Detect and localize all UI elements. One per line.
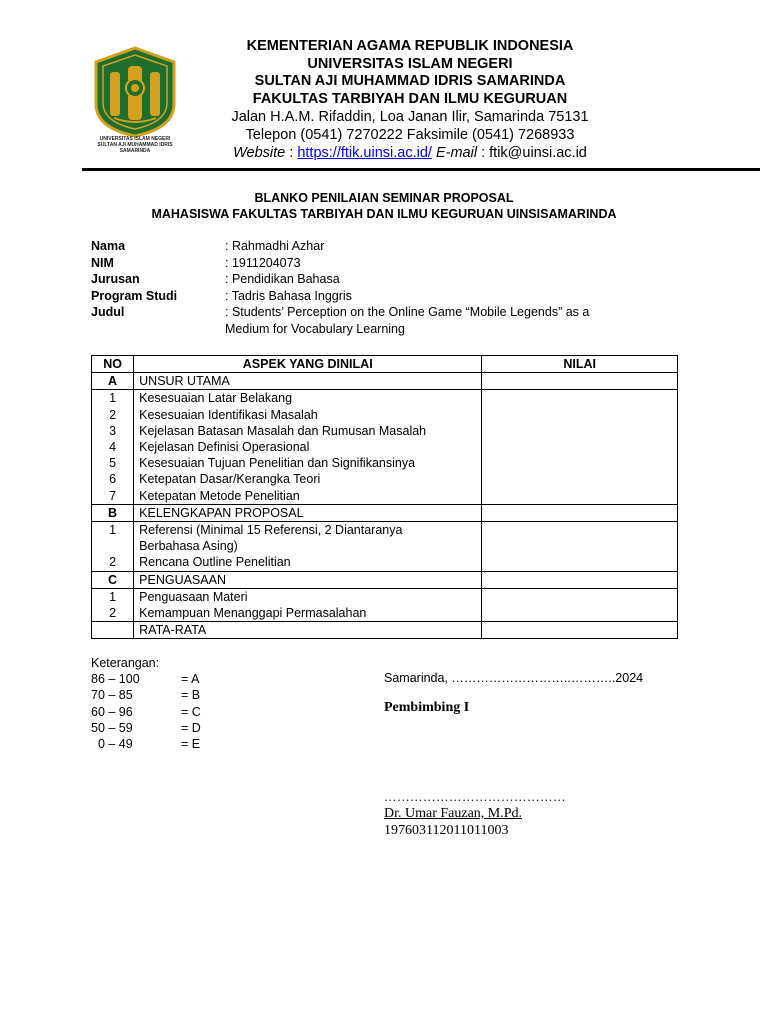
- list-item: Kesesuaian Identifikasi Masalah: [139, 407, 318, 422]
- col-nilai: NILAI: [482, 356, 678, 373]
- faculty-name: FAKULTAS TARBIYAH DAN ILMU KEGURUAN: [252, 90, 568, 107]
- judul-label: Judul: [91, 305, 125, 319]
- prodi-value: : Tadris Bahasa Inggris: [225, 288, 352, 303]
- list-item: Referensi (Minimal 15 Referensi, 2 Diantaranya: [139, 523, 403, 538]
- legend-row: 50 – 59 = D: [91, 720, 201, 735]
- legend-row: 86 – 100 = A: [91, 672, 200, 687]
- nim-value: : 1911204073: [225, 255, 301, 270]
- average-score-cell[interactable]: [482, 622, 678, 639]
- list-item: Kejelasan Batasan Masalah dan Rumusan Masalah: [139, 423, 427, 438]
- table-header-row: [92, 356, 678, 373]
- average-label: RATA-RATA: [134, 622, 482, 639]
- list-item: Ketepatan Dasar/Kerangka Teori: [139, 472, 321, 487]
- list-item: Penguasaan Materi: [139, 589, 248, 604]
- score-cell[interactable]: [482, 504, 678, 521]
- nama-value: : Rahmadhi Azhar: [225, 239, 325, 253]
- section-row-c: [92, 571, 678, 588]
- phone: Telepon (0541) 7270222 Faksimile (0541) 7268933: [245, 127, 575, 143]
- list-item: Berbahasa Asing): [139, 539, 238, 554]
- list-item: Ketepatan Metode Penelitian: [139, 488, 300, 503]
- section-title: UNSUR UTAMA: [134, 373, 482, 390]
- signer-role: Pembimbing I: [384, 700, 470, 715]
- jurusan-label: Jurusan: [91, 272, 140, 286]
- col-aspek: ASPEK YANG DINILAI: [134, 356, 482, 373]
- judul-value-cont: Medium for Vocabulary Learning: [225, 321, 405, 336]
- items-row-b: [92, 522, 678, 572]
- prodi-label: Program Studi: [91, 288, 178, 303]
- item-texts: [134, 390, 482, 504]
- list-item: Kesesuaian Latar Belakang: [139, 391, 293, 406]
- web-contact: Website : https://ftik.uinsi.ac.id/ E-mail : ftik@uinsi.ac.id: [233, 145, 587, 161]
- nim-label: NIM: [91, 255, 114, 270]
- legend-row: 0 – 49 = E: [91, 737, 201, 752]
- item-numbers: 1 2: [92, 588, 134, 621]
- grade-legend: [91, 655, 201, 752]
- score-cell[interactable]: [482, 522, 678, 572]
- items-row-a: [92, 390, 678, 504]
- assessment-table: [91, 355, 678, 639]
- nama-label: Nama: [91, 239, 126, 253]
- score-cell[interactable]: [482, 373, 678, 390]
- item-numbers: 1 2 3 4 5 6 7: [92, 390, 134, 504]
- legend-row: 60 – 96 = C: [91, 704, 201, 719]
- col-no: NO: [92, 356, 134, 373]
- letterhead-rule: [82, 168, 760, 171]
- ministry-name: KEMENTERIAN AGAMA REPUBLIK INDONESIA: [246, 38, 574, 54]
- university-name-2: SULTAN AJI MUHAMMAD IDRIS SAMARINDA: [254, 73, 566, 89]
- item-texts: [134, 588, 482, 621]
- list-item: Kemampuan Menanggapi Permasalahan: [139, 606, 367, 621]
- section-letter: B: [92, 504, 134, 521]
- email-value: : ftik@uinsi.ac.id: [477, 145, 587, 161]
- email-label: E-mail: [435, 145, 478, 161]
- section-row-b: [92, 504, 678, 521]
- section-title: KELENGKAPAN PROPOSAL: [134, 504, 482, 521]
- logo-caption: UNIVERSITAS ISLAM NEGERI SULTAN AJI MUHAMMAD IDRIS SAMARINDA: [97, 136, 173, 154]
- item-numbers: 1 2: [92, 522, 134, 572]
- legend-title: Keterangan:: [91, 656, 160, 670]
- score-cell[interactable]: [482, 390, 678, 504]
- address: Jalan H.A.M. Rifaddin, Loa Janan Ilir, Samarinda 75131: [231, 109, 589, 125]
- student-identity: [91, 238, 671, 337]
- legend-row: 70 – 85 = B: [91, 688, 201, 703]
- place-date: Samarinda, ………………………..………..2024: [384, 671, 644, 685]
- score-cell[interactable]: [482, 571, 678, 588]
- document-title: BLANKO PENILAIAN SEMINAR PROPOSAL: [254, 191, 514, 205]
- jurusan-value: : Pendidikan Bahasa: [225, 272, 340, 286]
- section-title: PENGUASAAN: [134, 571, 482, 588]
- section-letter: A: [92, 373, 134, 390]
- document-subtitle: MAHASISWA FAKULTAS TARBIYAH DAN ILMU KEGURUAN UINSISAMARINDA: [151, 207, 617, 221]
- item-texts: [134, 522, 482, 572]
- average-row: [92, 622, 678, 639]
- website-label: Website: [233, 145, 286, 161]
- score-cell[interactable]: [482, 588, 678, 621]
- university-name: UNIVERSITAS ISLAM NEGERI: [307, 55, 513, 72]
- website-link[interactable]: https://ftik.uinsi.ac.id/: [297, 145, 432, 161]
- signature-line: ……………………………………: [384, 790, 566, 804]
- items-row-c: [92, 588, 678, 621]
- letterhead: [195, 38, 625, 162]
- section-letter: C: [92, 571, 134, 588]
- list-item: Rencana Outline Penelitian: [139, 555, 291, 570]
- signer-nip: 197603112011011003: [384, 823, 509, 838]
- list-item: Kejelasan Definisi Operasional: [139, 440, 310, 455]
- section-row-a: [92, 373, 678, 390]
- list-item: Kesesuaian Tujuan Penelitian dan Signifikansinya: [139, 456, 416, 471]
- judul-value: : Students’ Perception on the Online Game “Mobile Legends” as a: [225, 305, 590, 319]
- signer-name: Dr. Umar Fauzan, M.Pd.: [384, 806, 523, 821]
